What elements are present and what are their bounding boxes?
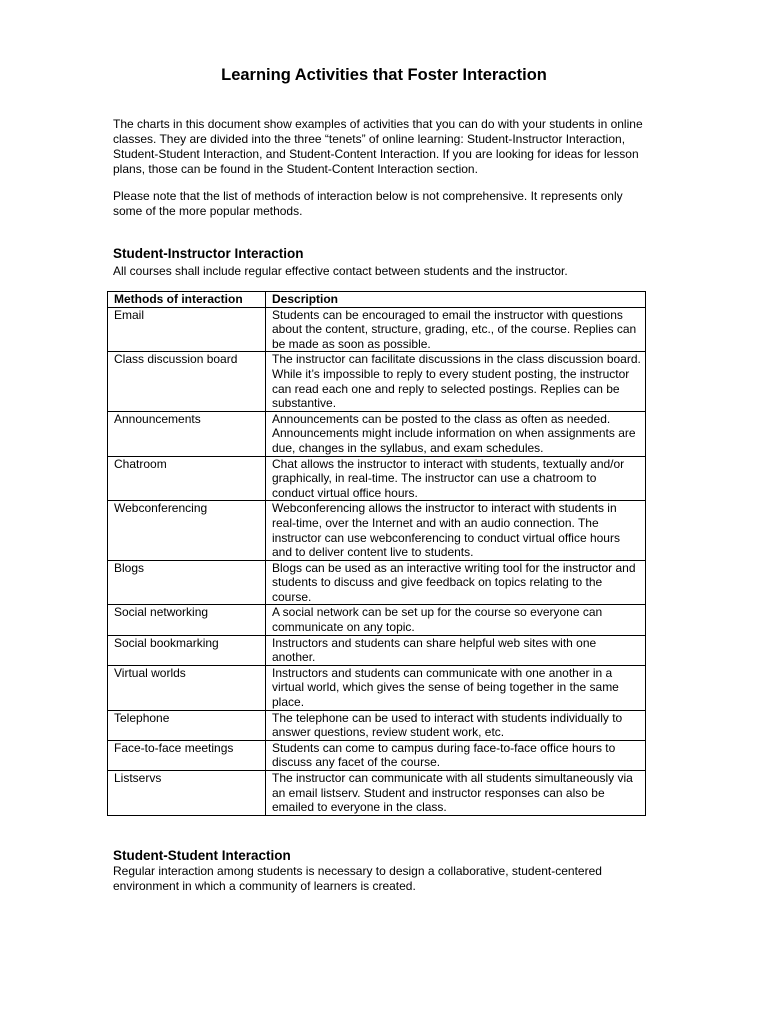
section-heading-student-student: Student-Student Interaction [113,848,291,863]
table-row [108,635,646,665]
description-cell: Chat allows the instructor to interact with students, textually and/or graphically, in real-time. The instructor can use a chatroom to conduct virtual office hours. [266,456,646,501]
table-row [108,501,646,560]
section-description-student-student: Regular interaction among students is necessary to design a collaborative, student-centered environment in which a community of learners is created. [113,864,602,893]
table-header-row [108,292,646,308]
method-cell: Listservs [108,771,266,816]
method-cell: Email [108,307,266,352]
method-cell: Virtual worlds [108,665,266,710]
method-cell: Face-to-face meetings [108,740,266,770]
method-cell: Announcements [108,411,266,456]
column-header-method: Methods of interaction [108,292,266,308]
method-cell: Webconferencing [108,501,266,560]
method-cell: Social networking [108,605,266,635]
description-cell: Students can be encouraged to email the instructor with questions about the content, structure, grading, etc., of the course. Replies can be made as soon as possible. [266,307,646,352]
interaction-methods-table [107,291,646,816]
intro-paragraph: The charts in this document show examples of activities that you can do with your students in online classes. They are divided into the three “tenets” of online learning: Student-Instructor Interaction, Student-Student Interaction, and Student-Content Interaction. If you are looking for ideas for lesson plans, those can be found in the Student-Content Interaction section. [113,117,643,176]
table-row [108,665,646,710]
table-row [108,605,646,635]
description-cell: Instructors and students can share helpful web sites with one another. [266,635,646,665]
section-heading-student-instructor: Student-Instructor Interaction [113,246,304,261]
description-cell: Students can come to campus during face-to-face office hours to discuss any facet of the course. [266,740,646,770]
description-cell: Webconferencing allows the instructor to interact with students in real-time, over the Internet and with an audio connection. The instructor can use webconferencing to conduct virtual office hours and to deliver content live to students. [266,501,646,560]
column-header-description: Description [266,292,646,308]
table-row [108,740,646,770]
description-cell: The telephone can be used to interact with students individually to answer questions, review student work, etc. [266,710,646,740]
description-cell: Blogs can be used as an interactive writing tool for the instructor and students to discuss and give feedback on topics relating to the course. [266,560,646,605]
page-title: Learning Activities that Foster Interaction [221,66,547,84]
table-row [108,411,646,456]
method-cell: Blogs [108,560,266,605]
table-row [108,307,646,352]
section-description-student-instructor: All courses shall include regular effective contact between students and the instructor. [113,264,568,278]
table-row [108,560,646,605]
description-cell: The instructor can communicate with all students simultaneously via an email listserv. Student and instructor responses can also be emailed to everyone in the class. [266,771,646,816]
description-cell: The instructor can facilitate discussions in the class discussion board. While it’s impossible to reply to every student posting, the instructor can read each one and reply to selected postings. Replies can be substantive. [266,352,646,411]
method-cell: Telephone [108,710,266,740]
description-cell: Announcements can be posted to the class as often as needed. Announcements might include information on when assignments are due, changes in the syllabus, and exam schedules. [266,411,646,456]
table-row [108,771,646,816]
note-paragraph: Please note that the list of methods of interaction below is not comprehensive. It represents only some of the more popular methods. [113,189,623,218]
table-row [108,710,646,740]
method-cell: Class discussion board [108,352,266,411]
description-cell: A social network can be set up for the course so everyone can communicate on any topic. [266,605,646,635]
method-cell: Chatroom [108,456,266,501]
table-row [108,456,646,501]
description-cell: Instructors and students can communicate with one another in a virtual world, which gives the sense of being together in the same place. [266,665,646,710]
method-cell: Social bookmarking [108,635,266,665]
table-row [108,352,646,411]
